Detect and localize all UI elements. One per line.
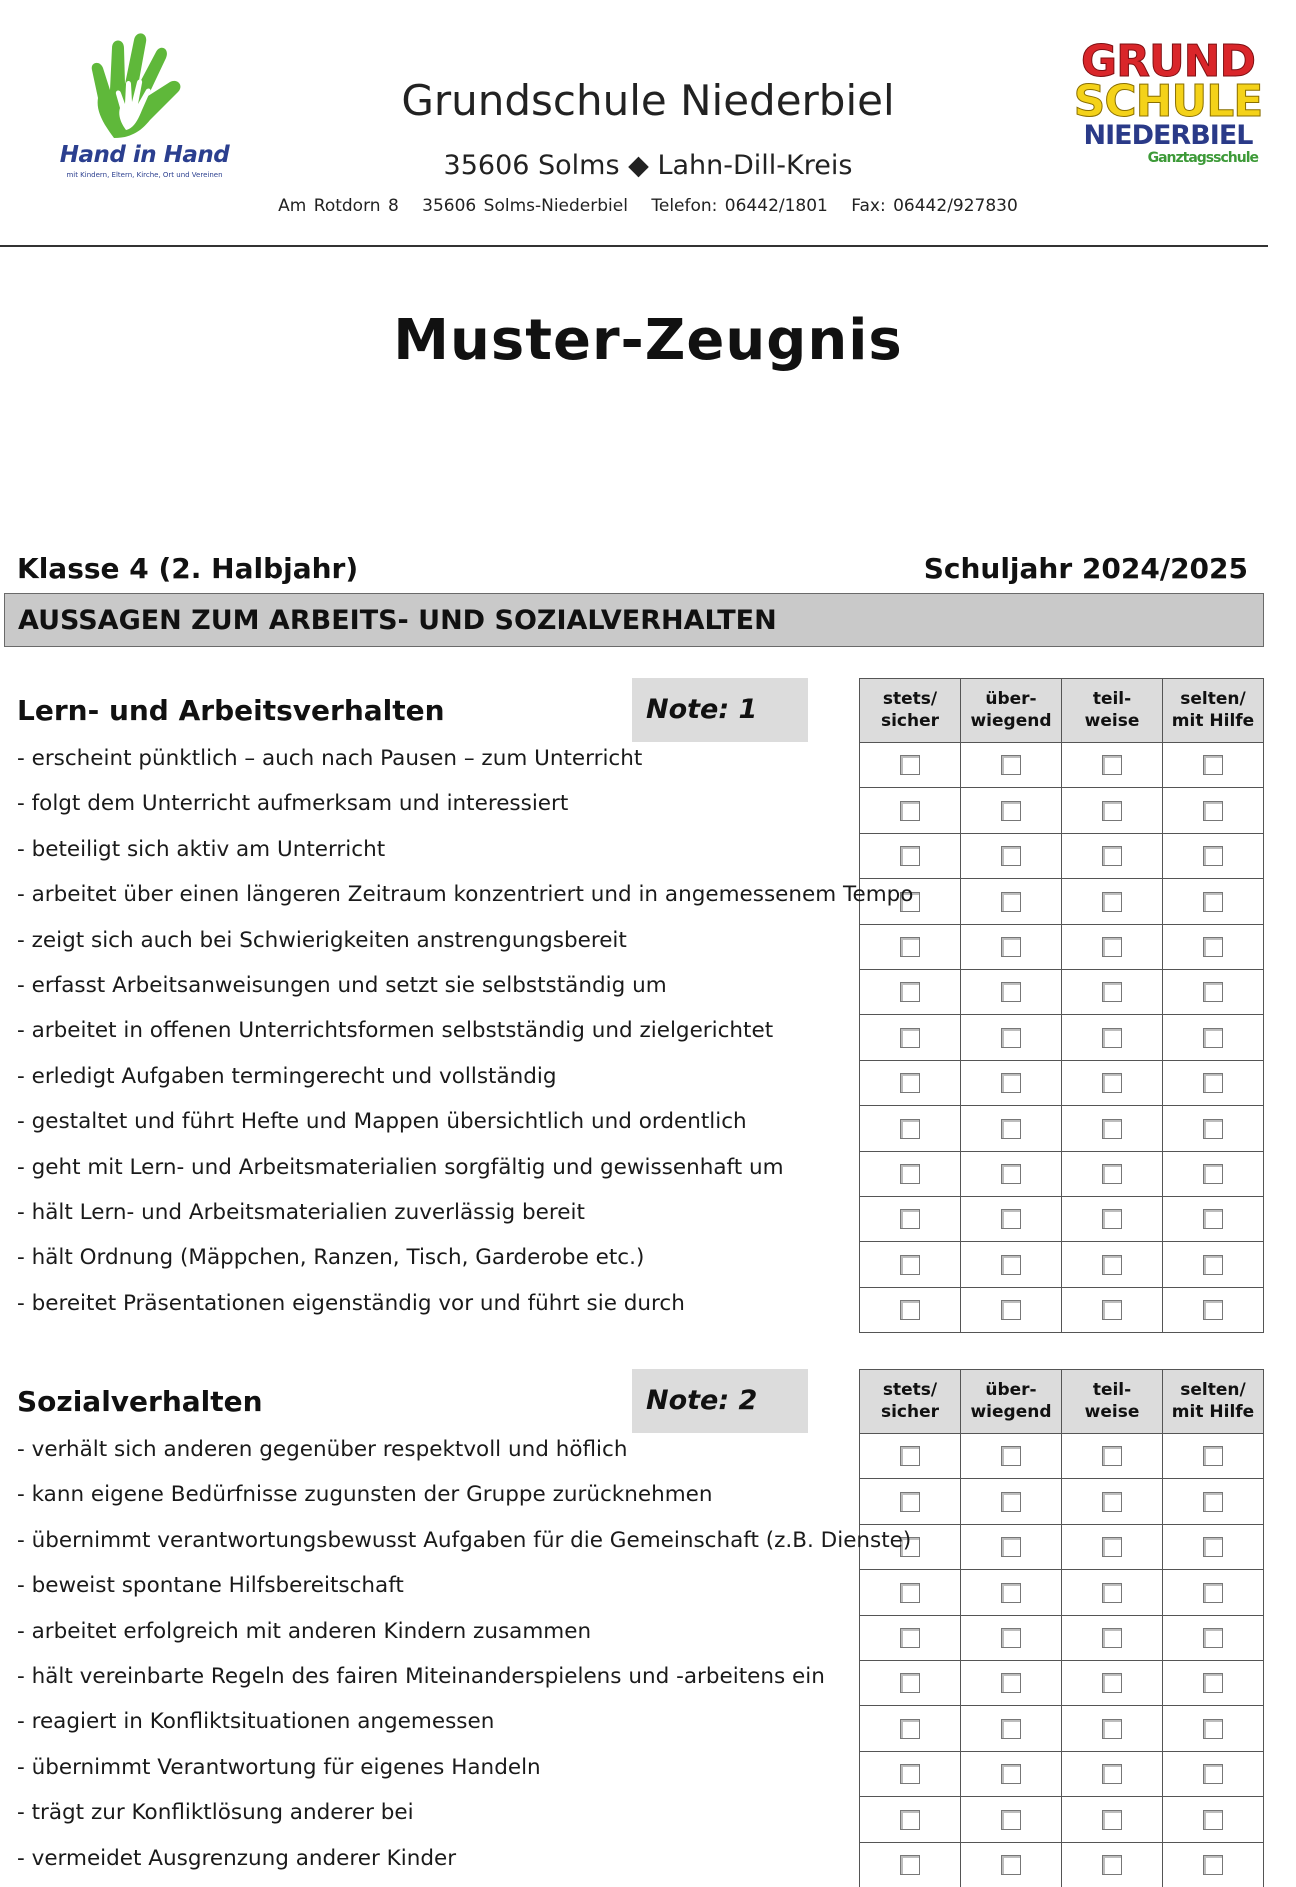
block-title: Sozialverhalten — [17, 1385, 263, 1418]
rating-checkbox[interactable] — [1001, 1073, 1021, 1093]
rating-cell — [961, 1151, 1062, 1196]
rating-checkbox[interactable] — [1102, 892, 1122, 912]
rating-cell — [1062, 743, 1163, 788]
rating-cell — [860, 1287, 961, 1332]
rating-cell — [961, 1570, 1062, 1615]
statement-text: - erledigt Aufgaben termingerecht und vollständig — [17, 1063, 557, 1089]
rating-row — [860, 1524, 1264, 1569]
rating-checkbox[interactable] — [900, 1673, 920, 1693]
column-header-line1: selten/ — [1180, 1380, 1246, 1401]
rating-checkbox[interactable] — [900, 1628, 920, 1648]
rating-checkbox[interactable] — [1102, 801, 1122, 821]
column-header-line1: über- — [985, 1380, 1037, 1401]
rating-checkbox[interactable] — [1102, 1583, 1122, 1603]
rating-checkbox[interactable] — [900, 755, 920, 775]
column-header-line1: teil- — [1092, 689, 1132, 710]
rating-row — [860, 1570, 1264, 1615]
statement-text: - erscheint pünktlich – auch nach Pausen – zum Unterricht — [17, 746, 643, 771]
rating-checkbox[interactable] — [1001, 1719, 1021, 1739]
rating-row — [860, 1196, 1264, 1241]
rating-checkbox[interactable] — [1203, 1073, 1223, 1093]
rating-cell — [860, 1479, 961, 1524]
rating-cell — [1062, 1287, 1163, 1332]
rating-checkbox[interactable] — [900, 982, 920, 1002]
rating-cell — [860, 788, 961, 833]
logo-left-subtitle: mit Kindern, Eltern, Kirche, Ort und Vereinen — [66, 171, 223, 179]
rating-checkbox[interactable] — [1102, 755, 1122, 775]
rating-checkbox[interactable] — [1102, 1628, 1122, 1648]
rating-cell — [1062, 924, 1163, 969]
rating-cell — [961, 879, 1062, 924]
rating-checkbox[interactable] — [1001, 937, 1021, 957]
rating-cell — [1163, 969, 1264, 1014]
rating-checkbox[interactable] — [1001, 1810, 1021, 1830]
statement-text: - reagiert in Konfliktsituationen angemessen — [17, 1709, 495, 1735]
rating-cell — [961, 1842, 1062, 1887]
column-header-line2: weise — [1084, 710, 1140, 731]
column-header — [1062, 679, 1163, 743]
logo-left-title: Hand in Hand — [59, 142, 230, 168]
rating-cell — [961, 1060, 1062, 1105]
rating-checkbox[interactable] — [1102, 1673, 1122, 1693]
grade-box — [632, 678, 808, 742]
rating-cell — [961, 1242, 1062, 1287]
rating-cell — [1163, 1524, 1264, 1569]
rating-cell — [961, 1287, 1062, 1332]
rating-row — [860, 1151, 1264, 1196]
rating-checkbox[interactable] — [900, 1073, 920, 1093]
column-header — [1163, 679, 1264, 743]
rating-checkbox[interactable] — [1001, 1855, 1021, 1875]
rating-cell — [1163, 1242, 1264, 1287]
block-title: Lern- und Arbeitsverhalten — [17, 694, 445, 727]
column-header — [860, 679, 961, 743]
statement-text: - gestaltet und führt Hefte und Mappen übersichtlich und ordentlich — [17, 1109, 747, 1135]
rating-cell — [1062, 1479, 1163, 1524]
rating-cell — [1163, 1060, 1264, 1105]
rating-checkbox[interactable] — [1203, 1810, 1223, 1830]
rating-checkbox[interactable] — [1001, 846, 1021, 866]
rating-checkbox[interactable] — [900, 1028, 920, 1048]
column-header-line2: mit Hilfe — [1171, 1401, 1255, 1422]
rating-checkbox[interactable] — [1102, 1028, 1122, 1048]
rating-cell — [1163, 924, 1264, 969]
rating-cell — [1062, 1151, 1163, 1196]
rating-checkbox[interactable] — [900, 1492, 920, 1512]
rating-checkbox[interactable] — [1001, 1537, 1021, 1557]
rating-cell — [1062, 1842, 1163, 1887]
rating-checkbox[interactable] — [1203, 846, 1223, 866]
column-header-line2: mit Hilfe — [1171, 710, 1255, 731]
rating-checkbox[interactable] — [1001, 1492, 1021, 1512]
document-title: Muster-Zeugnis — [393, 308, 903, 373]
rating-cell — [860, 1196, 961, 1241]
rating-row — [860, 1015, 1264, 1060]
rating-cell — [961, 1479, 1062, 1524]
rating-checkbox[interactable] — [1203, 801, 1223, 821]
statement-text: - arbeitet über einen längeren Zeitraum konzentriert und in angemessenem Tempo — [17, 882, 914, 908]
rating-checkbox[interactable] — [1203, 755, 1223, 775]
rating-cell — [1062, 1242, 1163, 1287]
address-fax: Fax: 06442/927830 — [851, 196, 1018, 216]
rating-row — [860, 788, 1264, 833]
logo-right-line4: Ganztagsschule — [1147, 150, 1258, 166]
rating-row — [860, 1797, 1264, 1842]
rating-checkbox[interactable] — [1102, 1073, 1122, 1093]
rating-checkbox[interactable] — [1203, 1028, 1223, 1048]
statement-text: - trägt zur Konfliktlösung anderer bei — [17, 1800, 414, 1826]
rating-cell — [1163, 1660, 1264, 1705]
rating-checkbox[interactable] — [900, 1764, 920, 1784]
statement-text: - hält vereinbarte Regeln des fairen Miteinanderspielens und -arbeitens ein — [17, 1664, 825, 1689]
rating-cell — [860, 1570, 961, 1615]
statement-text: - bereitet Präsentationen eigenständig vor und führt sie durch — [17, 1290, 685, 1316]
rating-checkbox[interactable] — [900, 1810, 920, 1830]
column-header-line1: über- — [985, 689, 1037, 710]
statement-text: - hält Lern- und Arbeitsmaterialien zuverlässig bereit — [17, 1200, 585, 1225]
rating-checkbox[interactable] — [1203, 1209, 1223, 1229]
statement-text: - verhält sich anderen gegenüber respektvoll und höflich — [17, 1437, 628, 1462]
rating-checkbox[interactable] — [1102, 982, 1122, 1002]
rating-grid — [859, 1369, 1264, 1887]
rating-checkbox[interactable] — [1203, 1719, 1223, 1739]
rating-cell — [1062, 1660, 1163, 1705]
rating-cell — [860, 1106, 961, 1151]
rating-checkbox[interactable] — [1203, 1300, 1223, 1320]
rating-cell — [961, 1751, 1062, 1796]
rating-checkbox[interactable] — [1203, 892, 1223, 912]
rating-checkbox[interactable] — [1203, 937, 1223, 957]
rating-cell — [1062, 1196, 1163, 1241]
rating-cell — [860, 1797, 961, 1842]
statement-text: - arbeitet in offenen Unterrichtsformen selbstständig und zielgerichtet — [17, 1018, 774, 1044]
rating-checkbox[interactable] — [1203, 1492, 1223, 1512]
section-heading: AUSSAGEN ZUM ARBEITS- UND SOZIALVERHALTEN — [18, 605, 777, 636]
rating-checkbox[interactable] — [1001, 982, 1021, 1002]
rating-cell — [1062, 1706, 1163, 1751]
logo-right-line1: GRUND — [1080, 36, 1256, 87]
rating-cell — [860, 743, 961, 788]
rating-cell — [1163, 1196, 1264, 1241]
rating-checkbox[interactable] — [1102, 1719, 1122, 1739]
rating-checkbox[interactable] — [900, 846, 920, 866]
rating-cell — [860, 1842, 961, 1887]
logo-right-line3: NIEDERBIEL — [1083, 120, 1253, 151]
rating-cell — [1163, 879, 1264, 924]
rating-checkbox[interactable] — [1001, 755, 1021, 775]
rating-checkbox[interactable] — [1102, 1119, 1122, 1139]
rating-checkbox[interactable] — [1001, 1300, 1021, 1320]
rating-cell — [1163, 1106, 1264, 1151]
rating-cell — [1163, 1797, 1264, 1842]
rating-cell — [860, 1151, 961, 1196]
rating-cell — [1163, 1287, 1264, 1332]
rating-cell — [1163, 833, 1264, 878]
rating-cell — [961, 1434, 1062, 1479]
statement-text: - vermeidet Ausgrenzung anderer Kinder — [17, 1845, 457, 1871]
rating-checkbox[interactable] — [1102, 937, 1122, 957]
rating-checkbox[interactable] — [1203, 1583, 1223, 1603]
rating-checkbox[interactable] — [900, 937, 920, 957]
rating-cell — [860, 1242, 961, 1287]
rating-checkbox[interactable] — [900, 1300, 920, 1320]
rating-checkbox[interactable] — [900, 1583, 920, 1603]
rating-cell — [1062, 1524, 1163, 1569]
rating-checkbox[interactable] — [1001, 1209, 1021, 1229]
rating-cell — [860, 833, 961, 878]
column-header-line2: sicher — [880, 1401, 940, 1422]
school-city-line: 35606 Solms ◆ Lahn-Dill-Kreis — [443, 150, 853, 181]
rating-checkbox[interactable] — [900, 1255, 920, 1275]
column-header-line1: selten/ — [1180, 689, 1246, 710]
rating-checkbox[interactable] — [1203, 1628, 1223, 1648]
rating-checkbox[interactable] — [900, 1446, 920, 1466]
rating-row — [860, 1106, 1264, 1151]
rating-cell — [860, 1060, 961, 1105]
rating-cell — [1062, 1060, 1163, 1105]
rating-checkbox[interactable] — [1203, 1855, 1223, 1875]
rating-cell — [1163, 1842, 1264, 1887]
rating-checkbox[interactable] — [1102, 1446, 1122, 1466]
rating-cell — [961, 924, 1062, 969]
column-header — [961, 1370, 1062, 1434]
grade-box — [632, 1369, 808, 1433]
rating-cell — [860, 1660, 961, 1705]
column-header — [860, 1370, 961, 1434]
rating-cell — [860, 1751, 961, 1796]
rating-row — [860, 1842, 1264, 1887]
statement-text: - zeigt sich auch bei Schwierigkeiten anstrengungsbereit — [17, 927, 627, 953]
rating-checkbox[interactable] — [1102, 846, 1122, 866]
rating-row — [860, 1615, 1264, 1660]
column-header — [961, 679, 1062, 743]
rating-cell — [961, 1015, 1062, 1060]
column-header-line1: teil- — [1092, 1380, 1132, 1401]
rating-cell — [961, 743, 1062, 788]
section-heading-bar — [4, 593, 1264, 647]
rating-cell — [1062, 969, 1163, 1014]
rating-row — [860, 1479, 1264, 1524]
class-label: Klasse 4 (2. Halbjahr) — [17, 552, 359, 585]
rating-row — [860, 1060, 1264, 1105]
rating-row — [860, 743, 1264, 788]
address-street: Am Rotdorn 8 — [278, 196, 399, 216]
column-header — [1163, 1370, 1264, 1434]
column-header-line2: weise — [1084, 1401, 1140, 1422]
statement-text: - kann eigene Bedürfnisse zugunsten der Gruppe zurücknehmen — [17, 1482, 713, 1508]
rating-checkbox[interactable] — [1203, 982, 1223, 1002]
rating-cell — [1163, 1434, 1264, 1479]
rating-cell — [860, 1434, 961, 1479]
rating-checkbox[interactable] — [900, 1855, 920, 1875]
grundschule-niederbiel-logo — [1072, 36, 1264, 170]
rating-checkbox[interactable] — [900, 1719, 920, 1739]
rating-cell — [961, 1196, 1062, 1241]
rating-checkbox[interactable] — [900, 1164, 920, 1184]
rating-checkbox[interactable] — [1001, 1255, 1021, 1275]
rating-cell — [860, 924, 961, 969]
rating-checkbox[interactable] — [1102, 1492, 1122, 1512]
address-town: 35606 Solms-Niederbiel — [422, 196, 628, 216]
rating-checkbox[interactable] — [1001, 1764, 1021, 1784]
column-header-line2: wiegend — [970, 710, 1052, 731]
header-divider — [0, 245, 1268, 247]
rating-cell — [1062, 833, 1163, 878]
statement-text: - geht mit Lern- und Arbeitsmaterialien sorgfältig und gewissenhaft um — [17, 1154, 784, 1180]
rating-row — [860, 924, 1264, 969]
rating-row — [860, 1242, 1264, 1287]
school-year-label: Schuljahr 2024/2025 — [923, 552, 1248, 585]
rating-cell — [1062, 788, 1163, 833]
rating-cell — [1163, 743, 1264, 788]
rating-cell — [961, 1660, 1062, 1705]
statement-text: - arbeitet erfolgreich mit anderen Kindern zusammen — [17, 1618, 592, 1644]
rating-checkbox[interactable] — [1102, 1164, 1122, 1184]
rating-row — [860, 1706, 1264, 1751]
statement-text: - übernimmt verantwortungsbewusst Aufgaben für die Gemeinschaft (z.B. Dienste) — [17, 1527, 912, 1553]
rating-row — [860, 1751, 1264, 1796]
rating-checkbox[interactable] — [1102, 1255, 1122, 1275]
statement-text: - beweist spontane Hilfsbereitschaft — [17, 1573, 404, 1599]
rating-cell — [1062, 879, 1163, 924]
rating-cell — [961, 1524, 1062, 1569]
rating-checkbox[interactable] — [1203, 1446, 1223, 1466]
rating-checkbox[interactable] — [1001, 1028, 1021, 1048]
rating-checkbox[interactable] — [1203, 1537, 1223, 1557]
column-header-line2: sicher — [880, 710, 940, 731]
rating-checkbox[interactable] — [1001, 1164, 1021, 1184]
rating-cell — [1062, 1751, 1163, 1796]
column-header-line2: wiegend — [970, 1401, 1052, 1422]
rating-cell — [860, 969, 961, 1014]
rating-cell — [1062, 1615, 1163, 1660]
rating-cell — [961, 1615, 1062, 1660]
statement-text: - erfasst Arbeitsanweisungen und setzt sie selbstständig um — [17, 973, 667, 998]
rating-cell — [961, 969, 1062, 1014]
column-header-line1: stets/ — [882, 1380, 938, 1401]
rating-checkbox[interactable] — [1001, 892, 1021, 912]
rating-cell — [1163, 1615, 1264, 1660]
rating-checkbox[interactable] — [1001, 1119, 1021, 1139]
statement-text: - hält Ordnung (Mäppchen, Ranzen, Tisch, Garderobe etc.) — [17, 1245, 645, 1271]
rating-checkbox[interactable] — [1102, 1764, 1122, 1784]
rating-checkbox[interactable] — [1001, 1628, 1021, 1648]
address-phone: Telefon: 06442/1801 — [651, 196, 828, 216]
rating-checkbox[interactable] — [1001, 1583, 1021, 1603]
rating-cell — [1163, 788, 1264, 833]
rating-cell — [961, 833, 1062, 878]
rating-cell — [961, 1706, 1062, 1751]
rating-checkbox[interactable] — [1102, 1537, 1122, 1557]
logo-right-line2: SCHULE — [1073, 76, 1263, 127]
rating-cell — [1062, 1106, 1163, 1151]
rating-row — [860, 1287, 1264, 1332]
rating-row — [860, 1660, 1264, 1705]
statement-text: - übernimmt Verantwortung für eigenes Handeln — [17, 1754, 541, 1780]
rating-checkbox[interactable] — [1102, 1855, 1122, 1875]
rating-checkbox[interactable] — [1203, 1255, 1223, 1275]
rating-cell — [1062, 1015, 1163, 1060]
grade-label: Note: 2 — [646, 1385, 758, 1416]
rating-row — [860, 833, 1264, 878]
rating-cell — [1163, 1706, 1264, 1751]
rating-checkbox[interactable] — [1102, 1209, 1122, 1229]
statement-text: - folgt dem Unterricht aufmerksam und interessiert — [17, 791, 569, 817]
rating-checkbox[interactable] — [900, 1209, 920, 1229]
rating-cell — [860, 1015, 961, 1060]
column-header — [1062, 1370, 1163, 1434]
rating-cell — [1163, 1570, 1264, 1615]
rating-checkbox[interactable] — [1203, 1119, 1223, 1139]
rating-row — [860, 1434, 1264, 1479]
rating-cell — [1163, 1015, 1264, 1060]
rating-cell — [961, 1106, 1062, 1151]
rating-checkbox[interactable] — [1001, 1673, 1021, 1693]
rating-cell — [961, 788, 1062, 833]
rating-grid — [859, 678, 1264, 1333]
rating-cell — [1062, 1797, 1163, 1842]
rating-cell — [860, 1706, 961, 1751]
rating-cell — [1062, 1434, 1163, 1479]
rating-checkbox[interactable] — [1102, 1300, 1122, 1320]
rating-checkbox[interactable] — [900, 801, 920, 821]
rating-row — [860, 879, 1264, 924]
school-address — [0, 196, 1296, 216]
rating-cell — [860, 1615, 961, 1660]
statement-text: - beteiligt sich aktiv am Unterricht — [17, 836, 386, 862]
rating-cell — [1163, 1751, 1264, 1796]
rating-checkbox[interactable] — [1102, 1810, 1122, 1830]
rating-checkbox[interactable] — [1001, 1446, 1021, 1466]
rating-checkbox[interactable] — [1001, 801, 1021, 821]
rating-cell — [1163, 1479, 1264, 1524]
rating-row — [860, 969, 1264, 1014]
column-header-line1: stets/ — [882, 689, 938, 710]
rating-checkbox[interactable] — [1203, 1673, 1223, 1693]
rating-checkbox[interactable] — [1203, 1764, 1223, 1784]
rating-cell — [961, 1797, 1062, 1842]
school-name: Grundschule Niederbiel — [401, 76, 895, 125]
grade-label: Note: 1 — [646, 694, 758, 725]
rating-checkbox[interactable] — [1203, 1164, 1223, 1184]
rating-checkbox[interactable] — [900, 1119, 920, 1139]
rating-cell — [1062, 1570, 1163, 1615]
rating-cell — [1163, 1151, 1264, 1196]
